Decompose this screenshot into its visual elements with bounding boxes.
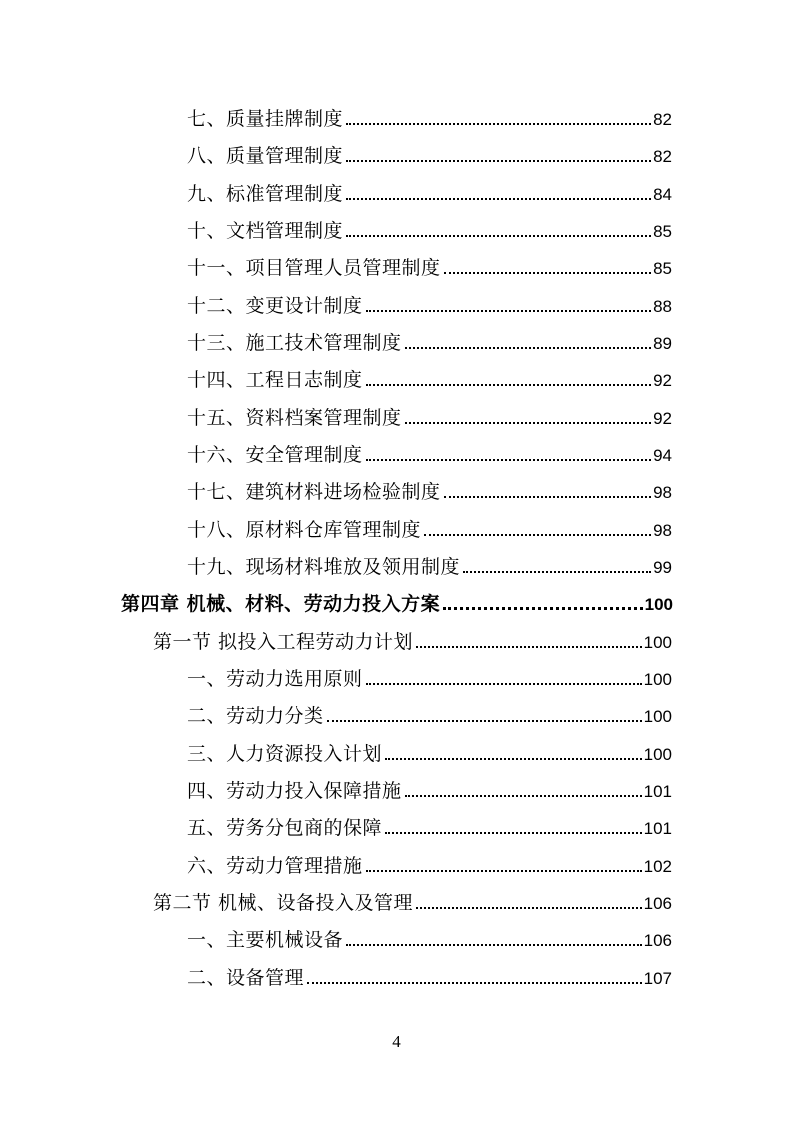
toc-leader-dots	[385, 757, 642, 760]
toc-entry-title: 十五、资料档案管理制度	[187, 407, 402, 429]
toc-entry-title: 三、人力资源投入计划	[187, 743, 383, 765]
toc-leader-dots	[346, 943, 642, 946]
toc-entry-page: 92	[653, 371, 672, 390]
toc-entry[interactable]	[187, 965, 672, 991]
toc-leader-dots	[444, 495, 652, 498]
toc-entry[interactable]	[187, 218, 672, 244]
toc-entry-title: 十四、工程日志制度	[187, 369, 363, 391]
toc-chapter-entry[interactable]	[121, 591, 673, 617]
toc-entry[interactable]	[187, 442, 672, 468]
toc-leader-dots	[443, 606, 643, 610]
toc-entry-title: 第四章 机械、材料、劳动力投入方案	[121, 593, 441, 615]
toc-entry-title: 十九、现场材料堆放及领用制度	[187, 556, 461, 578]
toc-leader-dots	[366, 869, 642, 872]
toc-entry-title: 五、劳务分包商的保障	[187, 817, 383, 839]
toc-leader-dots	[405, 421, 652, 424]
toc-entry-page: 101	[643, 782, 672, 801]
toc-entry-page: 100	[644, 595, 673, 614]
toc-entry[interactable]	[187, 517, 672, 543]
toc-leader-dots	[366, 682, 642, 685]
toc-entry-title: 十、文档管理制度	[187, 220, 344, 242]
toc-entry[interactable]	[187, 479, 672, 505]
toc-entry-title: 六、劳动力管理措施	[187, 855, 363, 877]
toc-entry-page: 92	[653, 409, 672, 428]
toc-entry-title: 第一节 拟投入工程劳动力计划	[153, 631, 414, 653]
toc-entry-page: 100	[643, 670, 672, 689]
toc-leader-dots	[463, 570, 651, 573]
toc-leader-dots	[366, 309, 652, 312]
toc-entry-page: 101	[643, 819, 672, 838]
toc-entry[interactable]	[187, 666, 672, 692]
toc-leader-dots	[385, 831, 642, 834]
toc-entry-title: 二、设备管理	[187, 967, 305, 989]
toc-entry[interactable]	[187, 741, 672, 767]
toc-entry-page: 106	[643, 931, 672, 950]
toc-entry[interactable]	[187, 405, 672, 431]
toc-entry-page: 82	[653, 147, 672, 166]
toc-entry-page: 100	[643, 707, 672, 726]
toc-entry-page: 106	[643, 894, 672, 913]
page-number: 4	[392, 1032, 401, 1051]
toc-entry[interactable]	[187, 703, 672, 729]
toc-entry[interactable]	[187, 181, 672, 207]
toc-entry[interactable]	[187, 815, 672, 841]
toc-entry-title: 四、劳动力投入保障措施	[187, 780, 402, 802]
toc-entry-page: 100	[643, 633, 672, 652]
toc-entry-title: 十七、建筑材料进场检验制度	[187, 481, 441, 503]
toc-entry-page: 85	[653, 259, 672, 278]
toc-entry-title: 一、劳动力选用原则	[187, 668, 363, 690]
toc-entry-title: 第二节 机械、设备投入及管理	[153, 892, 414, 914]
toc-entry-title: 七、质量挂牌制度	[187, 108, 344, 130]
toc-entry[interactable]	[187, 554, 672, 580]
toc-entry[interactable]	[187, 106, 672, 132]
toc-entry-page: 98	[653, 521, 672, 540]
toc-leader-dots	[366, 383, 652, 386]
toc-entry[interactable]	[187, 367, 672, 393]
toc-section-entry[interactable]	[153, 890, 672, 916]
toc-entry-title: 八、质量管理制度	[187, 145, 344, 167]
toc-entry-page: 99	[653, 558, 672, 577]
toc-entry[interactable]	[187, 255, 672, 281]
toc-entry-page: 98	[653, 483, 672, 502]
toc-entry-title: 十二、变更设计制度	[187, 295, 363, 317]
toc-leader-dots	[346, 234, 651, 237]
toc-leader-dots	[346, 122, 651, 125]
toc-entry-title: 九、标准管理制度	[187, 183, 344, 205]
toc-leader-dots	[424, 533, 651, 536]
toc-entry-page: 100	[643, 745, 672, 764]
toc-leader-dots	[416, 906, 642, 909]
toc-entry-page: 82	[653, 110, 672, 129]
toc-leader-dots	[444, 271, 652, 274]
toc-entry-title: 二、劳动力分类	[187, 705, 324, 727]
toc-entry-page: 107	[643, 969, 672, 988]
toc-leader-dots	[405, 346, 652, 349]
toc-entry-title: 十三、施工技术管理制度	[187, 332, 402, 354]
toc-section-entry[interactable]	[153, 629, 672, 655]
toc-entry-title: 一、主要机械设备	[187, 929, 344, 951]
toc-entry[interactable]	[187, 330, 672, 356]
toc-entry[interactable]	[187, 778, 672, 804]
toc-entry-title: 十八、原材料仓库管理制度	[187, 519, 422, 541]
toc-entry-page: 84	[653, 185, 672, 204]
toc-entry-page: 89	[653, 334, 672, 353]
toc-entry-page: 85	[653, 222, 672, 241]
toc-leader-dots	[346, 197, 651, 200]
toc-entry-title: 十六、安全管理制度	[187, 444, 363, 466]
toc-entry[interactable]	[187, 853, 672, 879]
toc-entry[interactable]	[187, 293, 672, 319]
toc-leader-dots	[346, 159, 651, 162]
toc-entry-page: 88	[653, 297, 672, 316]
toc-leader-dots	[327, 719, 642, 722]
toc-leader-dots	[405, 794, 642, 797]
toc-entry-page: 94	[653, 446, 672, 465]
toc-entry[interactable]	[187, 143, 672, 169]
toc-entry-page: 102	[643, 857, 672, 876]
toc-entry-title: 十一、项目管理人员管理制度	[187, 257, 441, 279]
toc-entry[interactable]	[187, 927, 672, 953]
toc-leader-dots	[416, 645, 642, 648]
toc-leader-dots	[366, 458, 652, 461]
toc-leader-dots	[307, 981, 642, 984]
